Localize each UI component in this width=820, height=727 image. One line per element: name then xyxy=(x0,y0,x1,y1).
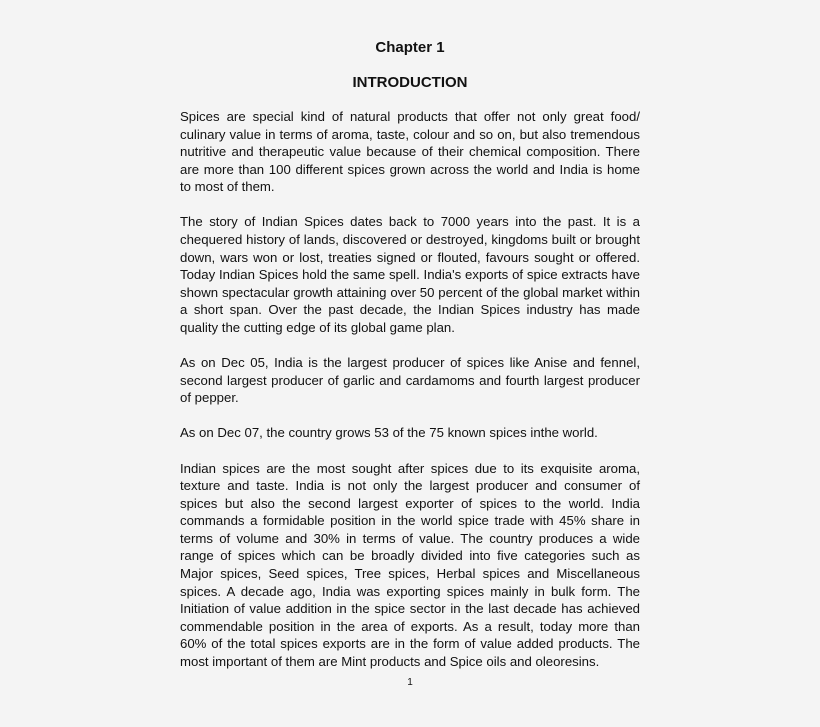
paragraph-spices-intro: Spices are special kind of natural products that offer not only great food/ culinary value in terms of aroma, taste, colour and so on, but also tremendous nutritive and therapeutic value because of their chemical composition. There are more than 100 different spices grown across the world and India is home to most of them. xyxy=(180,109,640,195)
paragraph-history: The story of Indian Spices dates back to 7000 years into the past. It is a chequered history of lands, discovered or destroyed, kingdoms built or brought down, wars won or lost, treaties signed or flouted, favours sought or offered. Today Indian Spices hold the same spell. India's exports of spice extracts have shown spectacular growth attaining over 50 percent of the global market within a short span. Over the past decade, the Indian Spices industry has made quality the cutting edge of its global game plan. xyxy=(180,214,640,336)
page-number: 1 xyxy=(407,677,413,688)
paragraph-indian-spices: Indian spices are the most sought after spices due to its exquisite aroma, texture and taste. India is not only the largest producer and consumer of spices but also the second largest exporter of spices to the world. India commands a formidable position in the world spice trade with 45% share in terms of volume and 30% in terms of value. The country produces a wide range of spices which can be broadly divided into five categories such as Major spices, Seed spices, Tree spices, Herbal spices and Miscellaneous spices. A decade ago, India was exporting spices mainly in bulk form. The Initiation of value addition in the spice sector in the last decade has achieved commendable position in the area of exports. As a result, today more than 60% of the total spices exports are in the form of value added products. The most important of them are Mint products and Spice oils and oleoresins. xyxy=(180,460,640,670)
body-text xyxy=(180,108,640,671)
paragraph-dec-07: As on Dec 07, the country grows 53 of the 75 known spices inthe world. xyxy=(180,425,598,441)
paragraph-dec-05: As on Dec 05, India is the largest producer of spices like Anise and fennel, second largest producer of garlic and cardamoms and fourth largest producer of pepper. xyxy=(180,355,640,406)
chapter-title: INTRODUCTION xyxy=(352,74,468,91)
chapter-label: Chapter 1 xyxy=(375,39,445,56)
